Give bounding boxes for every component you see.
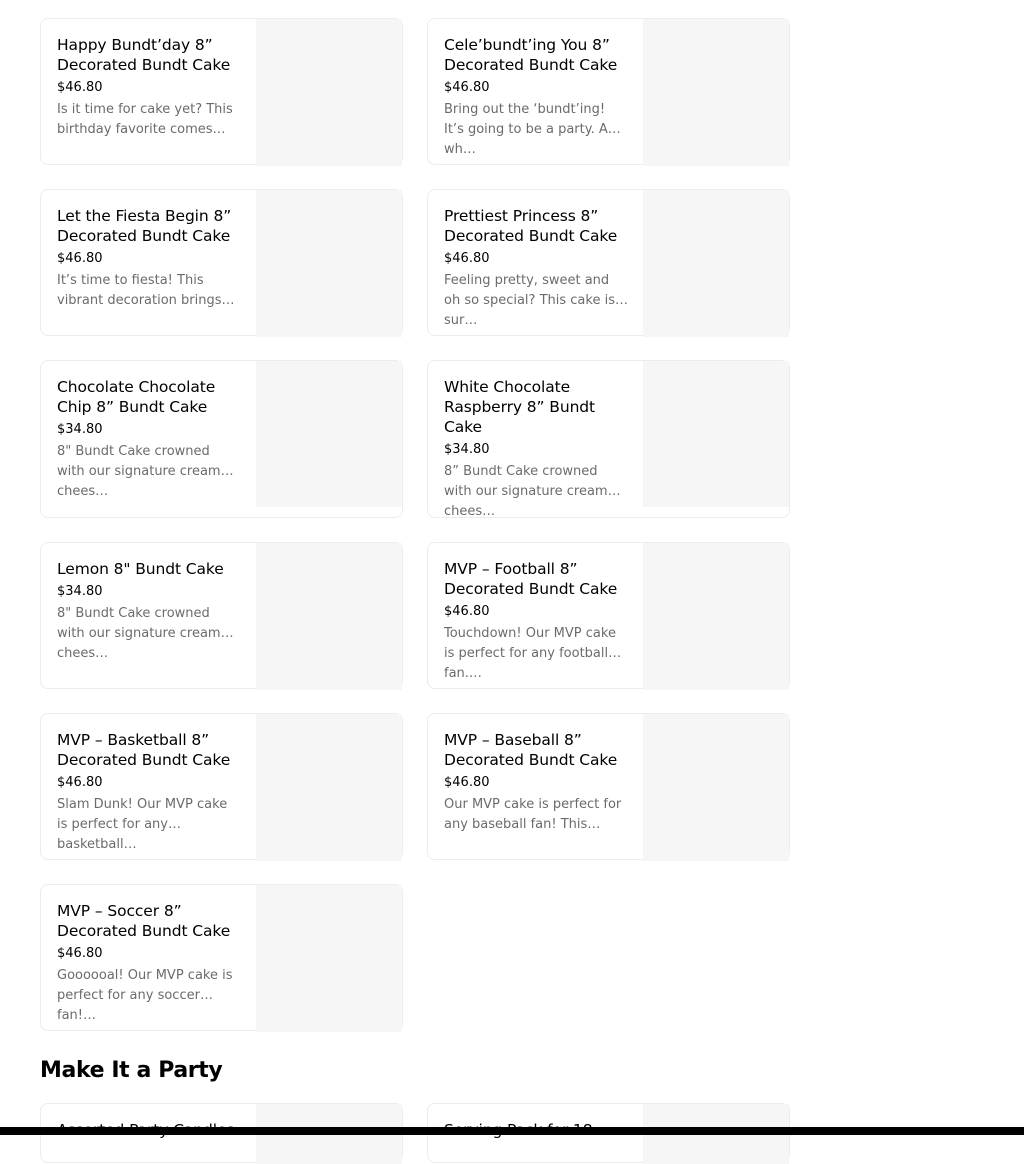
product-info xyxy=(57,35,241,140)
product-price: $34.80 xyxy=(57,584,103,599)
product-description: Touchdown! Our MVP cake is perfect for any football fan.… xyxy=(444,626,616,681)
product-description: Is it time for cake yet? This birthday favorite comes… xyxy=(57,102,233,137)
product-title: MVP – Basketball 8” Decorated Bundt Cake xyxy=(57,731,231,769)
product-price: $34.80 xyxy=(57,422,103,437)
product-image xyxy=(256,19,402,166)
product-info xyxy=(444,377,628,519)
product-price: $46.80 xyxy=(57,946,103,961)
product-description: Our MVP cake is perfect for any baseball fan! This… xyxy=(444,797,622,832)
product-image xyxy=(256,190,402,337)
product-description: 8” Bundt Cake crowned with our signature cream chees… xyxy=(444,464,608,519)
product-image xyxy=(256,885,402,1032)
product-card[interactable] xyxy=(40,542,403,689)
product-image xyxy=(256,543,402,690)
product-image xyxy=(643,361,789,507)
product-title: White Chocolate Raspberry 8” Bundt Cake xyxy=(444,378,596,436)
product-title: Prettiest Princess 8” Decorated Bundt Cake xyxy=(444,207,618,245)
product-image xyxy=(256,361,402,507)
product-info xyxy=(444,730,628,835)
product-title: MVP – Football 8” Decorated Bundt Cake xyxy=(444,560,618,598)
product-title: Lemon 8" Bundt Cake xyxy=(57,560,224,578)
product-image xyxy=(643,714,789,861)
product-price: $46.80 xyxy=(444,80,490,95)
product-price: $46.80 xyxy=(57,251,103,266)
product-title: Happy Bundt’day 8” Decorated Bundt Cake xyxy=(57,36,231,74)
product-description: Goooooal! Our MVP cake is perfect for any soccer fan!… xyxy=(57,968,233,1023)
product-card[interactable] xyxy=(427,18,790,165)
product-image xyxy=(643,19,789,166)
bottom-bar xyxy=(0,1127,1024,1135)
product-title: Chocolate Chocolate Chip 8” Bundt Cake xyxy=(57,378,216,416)
product-title: MVP – Soccer 8” Decorated Bundt Cake xyxy=(57,902,231,940)
product-info xyxy=(57,901,241,1023)
product-title: MVP – Baseball 8” Decorated Bundt Cake xyxy=(444,731,618,769)
product-card[interactable] xyxy=(40,713,403,860)
product-image xyxy=(643,190,789,337)
product-info xyxy=(444,559,628,681)
product-card[interactable] xyxy=(40,360,403,518)
product-title: Let the Fiesta Begin 8” Decorated Bundt Cake xyxy=(57,207,232,245)
product-card[interactable] xyxy=(427,360,790,518)
product-card[interactable] xyxy=(427,713,790,860)
product-price: $46.80 xyxy=(57,775,103,790)
product-card[interactable] xyxy=(40,189,403,336)
product-info xyxy=(57,559,241,661)
product-description: Slam Dunk! Our MVP cake is perfect for any basketball… xyxy=(57,797,228,852)
product-info xyxy=(444,35,628,157)
product-card[interactable] xyxy=(40,884,403,1031)
section-heading: Make It a Party xyxy=(40,1058,223,1083)
product-price: $46.80 xyxy=(444,251,490,266)
product-card[interactable] xyxy=(427,542,790,689)
product-info xyxy=(57,730,241,852)
product-description: Feeling pretty, sweet and oh so special? This cake is sur… xyxy=(444,273,615,328)
product-description: 8" Bundt Cake crowned with our signature cream chees… xyxy=(57,444,221,499)
product-description: 8" Bundt Cake crowned with our signature cream chees… xyxy=(57,606,221,661)
product-price: $46.80 xyxy=(444,604,490,619)
product-description: Bring out the ‘bundt’ing! It’s going to be a party. And wh… xyxy=(444,102,625,157)
product-info xyxy=(444,206,628,328)
product-image xyxy=(643,543,789,690)
product-image xyxy=(256,714,402,861)
product-info xyxy=(57,206,241,311)
product-description: It’s time to fiesta! This vibrant decoration brings… xyxy=(57,273,235,308)
product-title: Cele’bundt’ing You 8” Decorated Bundt Cake xyxy=(444,36,618,74)
product-card[interactable] xyxy=(427,189,790,336)
product-info xyxy=(57,377,241,499)
product-price: $46.80 xyxy=(57,80,103,95)
product-price: $46.80 xyxy=(444,775,490,790)
product-card[interactable] xyxy=(40,18,403,165)
product-price: $34.80 xyxy=(444,442,490,457)
